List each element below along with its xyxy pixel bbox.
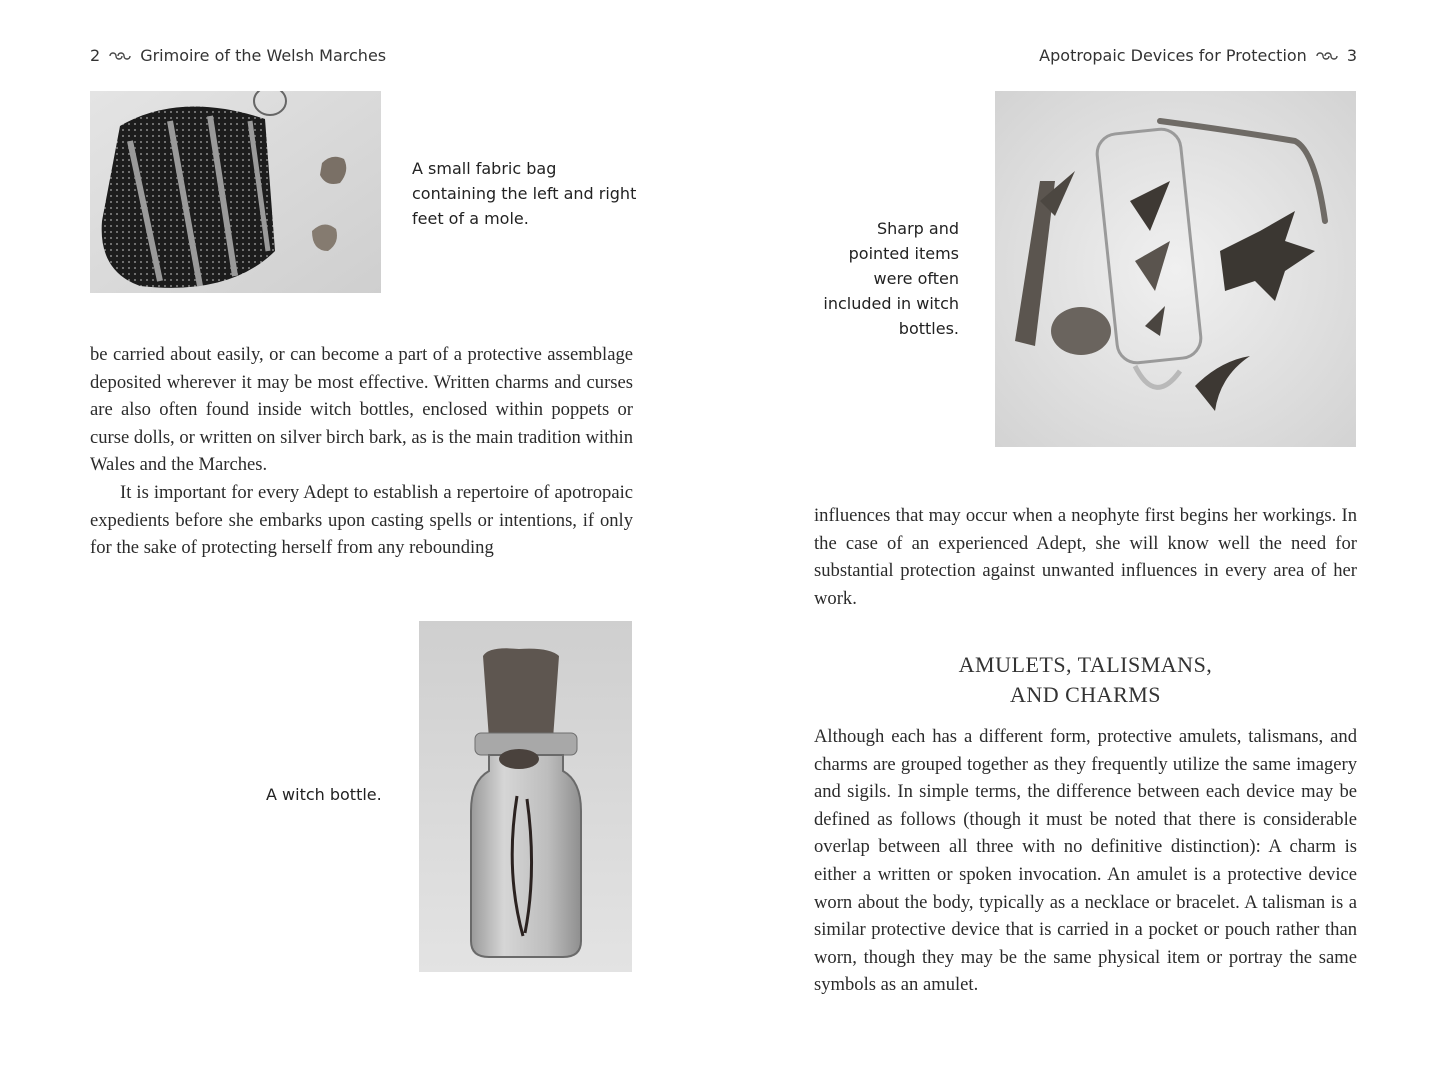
page-number: 2 — [90, 46, 101, 65]
section-heading-line: AND CHARMS — [1009, 682, 1162, 707]
ornament-icon — [1315, 50, 1339, 62]
right-body-text-continued — [814, 502, 1357, 612]
paragraph: It is important for every Adept to establish a repertoire of apotropaic expedients before she embarks upon casting spells or intentions, if only for the sake of protecting herself from any rebounding — [90, 481, 633, 559]
running-head-right — [1039, 46, 1357, 65]
photo-witch-bottle — [419, 621, 632, 972]
ornament-icon — [108, 50, 132, 62]
fabric-bag-image — [90, 91, 381, 293]
paragraph: Although each has a different form, protective amulets, talismans, and charms are grouped together as they frequently utilize the same imagery and sigils. In simple terms, the difference between each device may be defined as follows (though it must be noted that there is considerable overlap between all three with no definitive distinction): A charm is either a written or spoken invocation. An amulet is a protective device worn about the body, typically as a necklace or bracelet. A talisman is a similar protective device that is carried in a pocket or pouch rather than worn, though they may be the same physical item or portray the same symbols as an amulet. — [814, 726, 1357, 996]
photo-sharp-items — [995, 91, 1356, 447]
photo-fabric-bag — [90, 91, 381, 293]
section-heading — [814, 650, 1357, 710]
section-heading-line: AMULETS, TALISMANS, — [958, 652, 1213, 677]
paragraph: be carried about easily, or can become a part of a protective assemblage deposited wherever it may be most effective. Written charms and curses are also often found inside witch bottles, enclosed within poppets or curse dolls, or written on silver birch bark, as is the main tradition within Wales and the Marches. — [90, 344, 633, 476]
caption-sharp-items: Sharp and pointed items were often included in witch bottles. — [823, 219, 959, 338]
running-title: Apotropaic Devices for Protection — [1039, 46, 1307, 65]
caption-fabric-bag: A small fabric bag containing the left and right feet of a mole. — [412, 159, 637, 228]
witch-bottle-image — [419, 621, 632, 972]
page-number: 3 — [1346, 46, 1357, 65]
caption-witch-bottle: A witch bottle. — [266, 785, 382, 804]
left-page — [0, 0, 722, 1084]
sharp-items-image — [995, 91, 1356, 447]
paragraph: influences that may occur when a neophyte first begins her workings. In the case of an experienced Adept, she will know well the need for substantial protection against unwanted influences in every area of her work. — [814, 505, 1357, 609]
right-body-text-section — [814, 723, 1357, 999]
running-head-left — [90, 46, 386, 65]
left-body-text — [90, 341, 633, 562]
running-title: Grimoire of the Welsh Marches — [140, 46, 387, 65]
right-page — [722, 0, 1445, 1084]
